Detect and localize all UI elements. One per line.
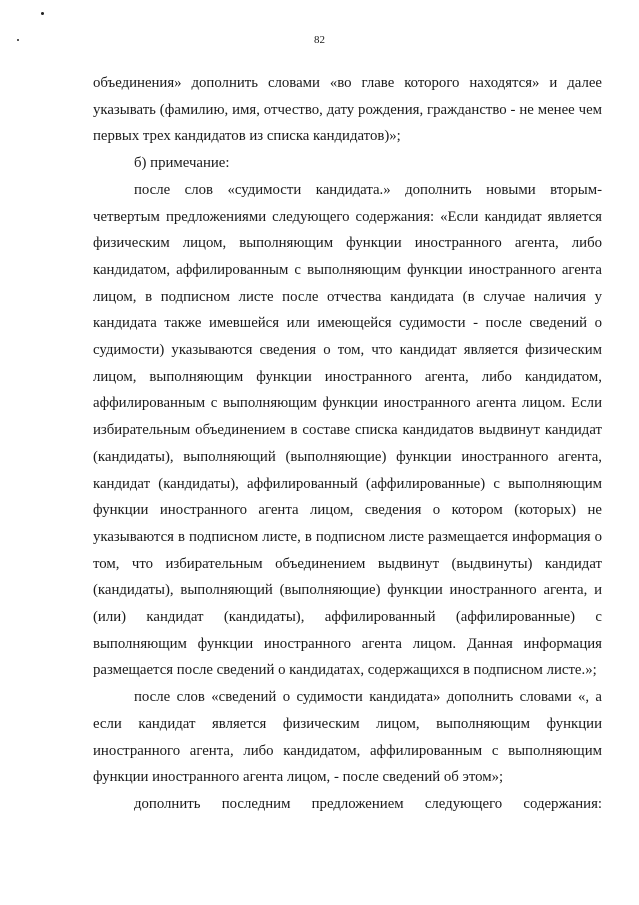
paragraph: после слов «судимости кандидата.» дополнить новыми вторым-четвертым предложениями следующего содержания: «Если кандидат является физическим лицом, выполняющим функции иностранного агента, либо кандидатом, аффилированным с выполняющим функции иностранного агента лицом, в подписном листе после отчества кандидата (в случае наличия у кандидата также имевшейся или имеющейся судимости - после сведений о судимости) указываются сведения о том, что кандидат является физическим лицом, выполняющим функции иностранного агента, либо кандидатом, аффилированным с выполняющим функции иностранного агента лицом. Если избирательным объединением в составе списка кандидатов выдвинут кандидат (кандидаты), выполняющий (выполняющие) функции иностранного агента, кандидат (кандидаты), аффилированный (аффилированные) с выполняющим функции иностранного агента лицом, сведения о котором (которых) не указываются в подписном листе, в подписном листе размещается информация о том, что избирательным объединением выдвинут (выдвинуты) кандидат (кандидаты), выполняющий (выполняющие) функции иностранного агента, и (или) кандидат (кандидаты), аффилированный (аффилированные) с выполняющим функции иностранного агента лицом. Данная информация размещается после сведений о кандидатах, содержащихся в подписном листе.»; <box>93 181 602 679</box>
paragraph: б) примечание: <box>134 155 230 172</box>
scan-speck <box>41 12 44 15</box>
paragraph: после слов «сведений о судимости кандидата» дополнить словами «, а если кандидат является физическим лицом, выполняющим функции иностранного агента, либо кандидатом, аффилированным с выполняющим функции иностранного агента лицом, - после сведений об этом»; <box>93 689 602 786</box>
body-text <box>93 70 602 818</box>
paragraph: объединения» дополнить словами «во главе которого находятся» и далее указывать (фамилию, имя, отчество, дату рождения, гражданство - не менее чем первых трех кандидатов из списка кандидатов)»; <box>93 75 602 145</box>
paragraph: дополнить последним предложением следующего содержания: <box>134 795 602 812</box>
page-number: 82 <box>314 34 325 46</box>
